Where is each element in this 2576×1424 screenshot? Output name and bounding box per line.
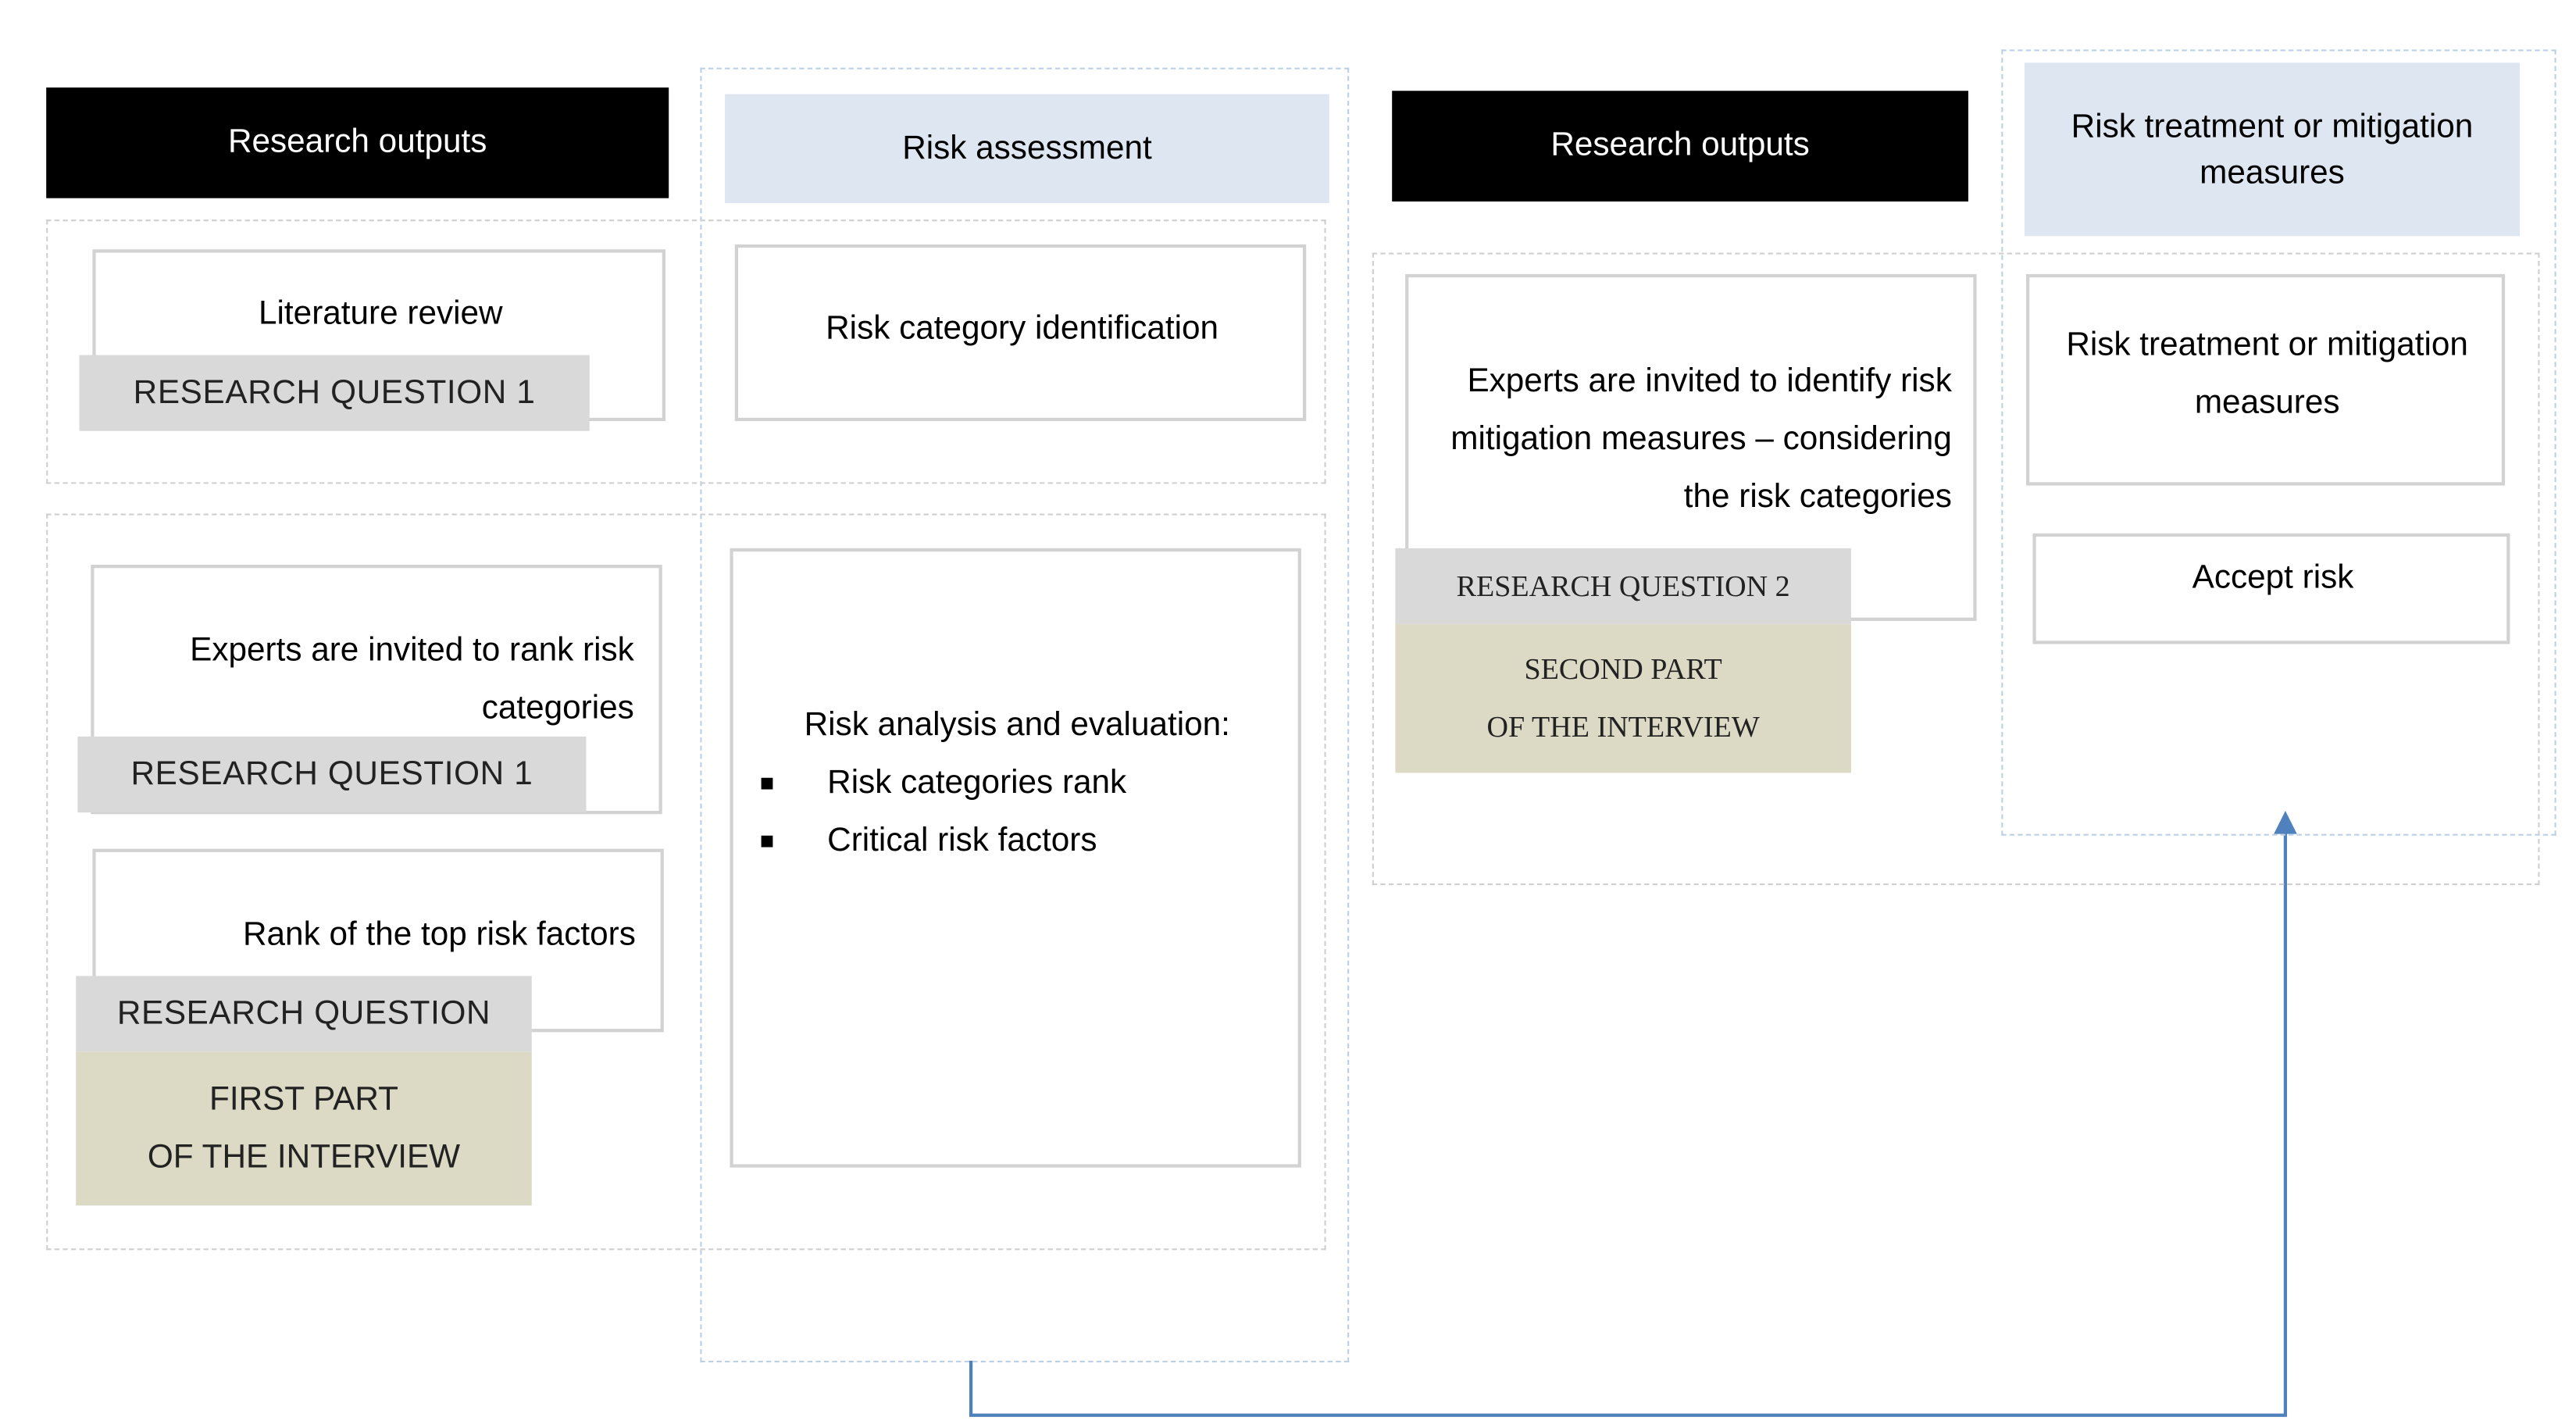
bullet-critical-risk-factors: Critical risk factors [762,812,1290,870]
risk-analysis-bullet-list [762,755,1290,870]
first-part-line2: OF THE INTERVIEW [147,1138,461,1176]
second-part-interview-tag [1395,624,1850,773]
research-question-2-tag: RESEARCH QUESTION 2 [1395,548,1850,624]
second-part-line2: OF THE INTERVIEW [1486,710,1760,744]
literature-review-label: Literature review [259,295,503,332]
risk-category-identification-box [735,244,1306,421]
second-part-line1: SECOND PART [1524,652,1722,686]
risk-category-identification-label: Risk category identification [826,310,1219,347]
bullet-risk-categories-rank: Risk categories rank [762,755,1290,812]
first-part-interview-tag [76,1052,531,1206]
accept-risk-box [2032,534,2510,644]
risk-analysis-title: Risk analysis and evaluation: [804,706,1230,744]
risk-treatment-header: Risk treatment or mitigation measures [2025,62,2520,236]
research-outputs-header-left: Research outputs [46,87,669,198]
experts-mitigation-label: Experts are invited to identify risk mitigation measures – considering the risk categories [1450,363,1952,516]
risk-assessment-header: Risk assessment [725,95,1329,204]
risk-analysis-box [730,548,1300,1168]
research-question-1-tag-b: RESEARCH QUESTION 1 [77,737,586,812]
research-question-tag-c: RESEARCH QUESTION [76,976,531,1051]
risk-treatment-label: Risk treatment or mitigation measures [2066,327,2468,422]
risk-treatment-box [2026,274,2505,486]
accept-risk-label: Accept risk [2192,559,2354,597]
first-part-line1: FIRST PART [209,1080,398,1118]
experts-rank-label: Experts are invited to rank risk categories [190,632,634,727]
research-question-1-tag-a: RESEARCH QUESTION 1 [79,355,589,431]
research-outputs-header-right: Research outputs [1392,91,1968,202]
top-risk-factors-label: Rank of the top risk factors [243,916,636,953]
